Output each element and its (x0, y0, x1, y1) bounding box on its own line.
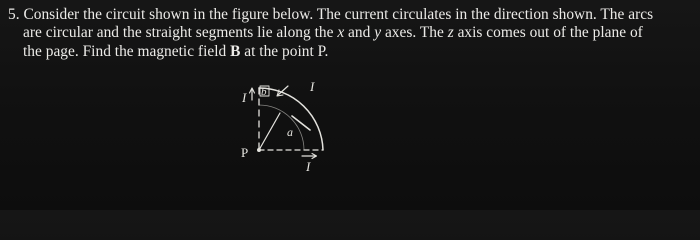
z-variable: z (447, 24, 454, 41)
problem-text: at the point P. (240, 43, 329, 60)
inner-arc-a (259, 105, 304, 150)
label-I-left: I (242, 90, 247, 105)
problem-line-1 (8, 6, 653, 23)
magnetic-field-symbol: B (230, 43, 241, 60)
label-I-bottom: I (306, 159, 311, 174)
problem-text: and (344, 24, 375, 41)
problem-text: axes. The (381, 24, 448, 41)
x-variable: x (337, 24, 345, 41)
problem-line-3 (23, 43, 328, 60)
label-a: a (287, 125, 293, 139)
problem-number: 5. (8, 6, 20, 23)
label-b: b (261, 86, 267, 98)
problem-text-line-1: Consider the circuit shown in the figure below. The current circulates in the direction shown. The arcs (23, 6, 654, 23)
problem-line-2 (23, 24, 643, 41)
radius-line-a (259, 113, 280, 150)
problem-text: are circular and the straight segments lie along the (23, 24, 338, 41)
y-variable: y (374, 24, 382, 41)
circuit-figure (230, 78, 340, 176)
label-I-top: I (310, 79, 315, 94)
circuit-diagram (230, 78, 340, 176)
outer-arc-b (259, 88, 323, 150)
label-P: P (241, 145, 249, 160)
problem-text: axis comes out of the plane of (453, 24, 643, 41)
problem-text: the page. Find the magnetic field (23, 43, 231, 60)
point-p-dot (257, 148, 261, 152)
